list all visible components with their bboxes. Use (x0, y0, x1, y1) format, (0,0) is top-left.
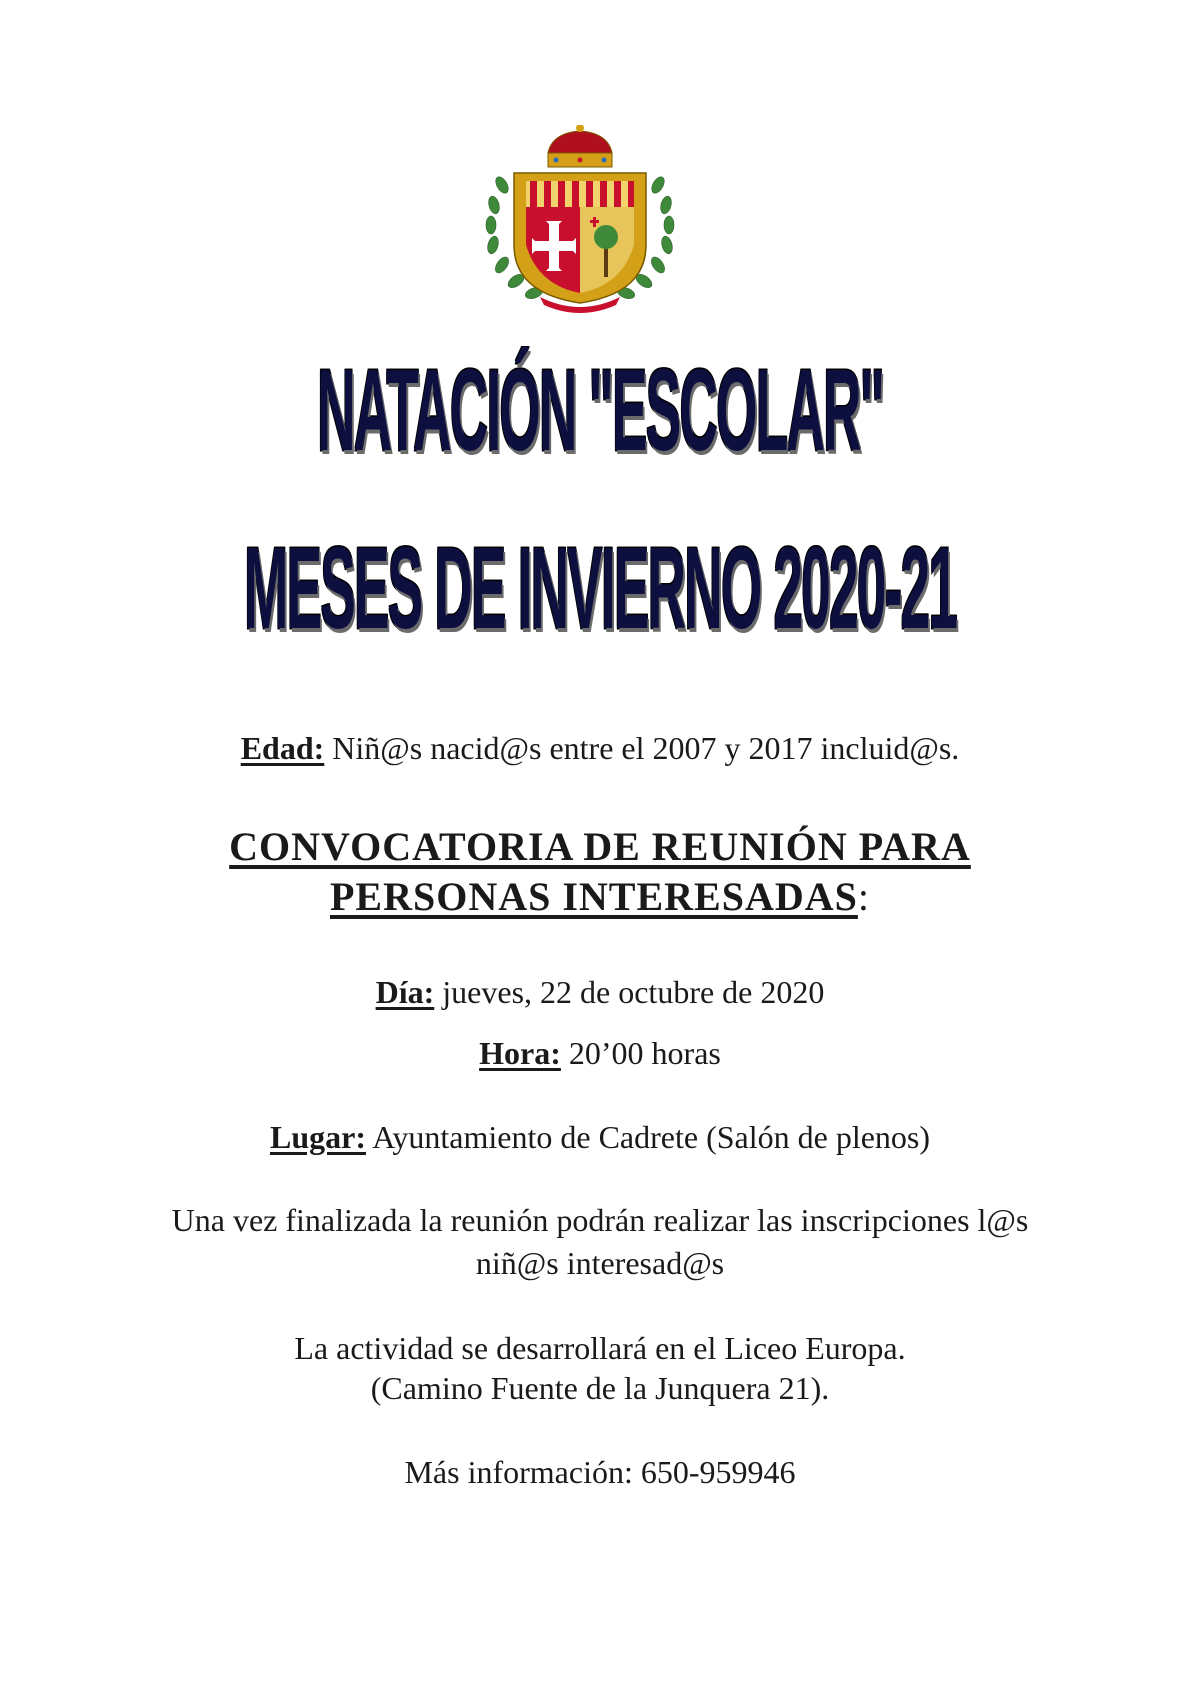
dia-value: jueves, 22 de octubre de 2020 (434, 974, 825, 1010)
convocatoria-colon: : (857, 874, 871, 919)
poster-title-line-1: NATACIÓN "ESCOLAR" (316, 346, 884, 476)
mas-informacion-phone: Más información: 650-959946 (404, 1454, 796, 1490)
lugar-value: Ayuntamiento de Cadrete (Salón de plenos) (365, 1119, 931, 1155)
edad-value: Niñ@s nacid@s entre el 2007 y 2017 incluid@s. (324, 730, 960, 766)
actividad-line-2: (Camino Fuente de la Junquera 21). (370, 1370, 830, 1406)
poster-title-line-2: MESES DE INVIERNO 2020-21 (243, 524, 957, 654)
convocatoria-line-2: PERSONAS INTERESADAS (329, 874, 858, 919)
dia-label: Día: (375, 974, 435, 1010)
hora-label: Hora: (479, 1035, 561, 1071)
hora-line (0, 1033, 1200, 1075)
edad-line (0, 728, 1200, 770)
inscripciones-line-2: niñ@s interesad@s (475, 1245, 725, 1281)
dia-line (0, 972, 1200, 1014)
convocatoria-line-1: CONVOCATORIA DE REUNIÓN PARA (229, 824, 971, 869)
edad-label: Edad: (240, 730, 325, 766)
actividad-line-1: La actividad se desarrollará en el Liceo Europa. (294, 1330, 906, 1366)
hora-value: 20’00 horas (560, 1035, 721, 1071)
inscripciones-line-1: Una vez finalizada la reunión podrán realizar las inscripciones l@s (171, 1202, 1029, 1238)
lugar-line (0, 1117, 1200, 1159)
lugar-label: Lugar: (269, 1119, 366, 1155)
municipal-coat-of-arms-icon (480, 125, 680, 315)
convocatoria-heading (0, 822, 1200, 922)
